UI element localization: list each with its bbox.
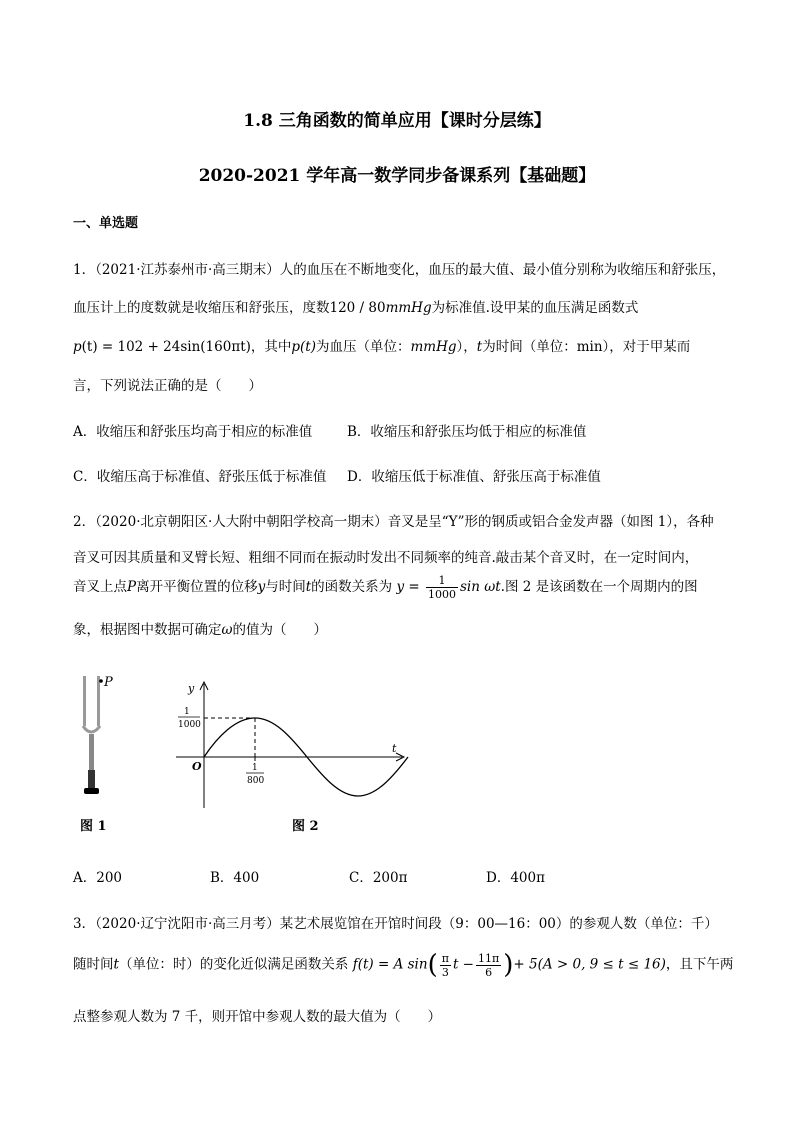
q2-text: 的函数关系为 bbox=[311, 579, 393, 595]
page-subtitle: 2020-2021 学年高一数学同步备课系列【基础题】 bbox=[198, 166, 596, 186]
q2-text: 与时间 bbox=[265, 579, 306, 595]
q3-text: ，且下午两 bbox=[665, 956, 734, 973]
q2-option-c[interactable]: C．200π bbox=[349, 870, 408, 886]
q1-func-ref: p(t) bbox=[291, 339, 316, 355]
q1-line-4: 言，下列说法正确的是（ ） bbox=[73, 378, 262, 394]
q3-formula-lhs: f(t) = A sin bbox=[352, 956, 428, 973]
q1-option-a[interactable]: A．收缩压和舒张压均高于相应的标准值 bbox=[73, 424, 313, 440]
q1-line-3 bbox=[73, 335, 690, 355]
q2-var-t: t bbox=[305, 579, 312, 595]
q3-var-t: t bbox=[113, 956, 119, 973]
q2-option-a[interactable]: A．200 bbox=[73, 870, 123, 886]
q1-option-c[interactable]: C．收缩压高于标准值、舒张压低于标准值 bbox=[73, 469, 327, 485]
t-tick-den: 800 bbox=[247, 776, 265, 786]
q2-formula-lhs: y = bbox=[396, 579, 420, 595]
fork-prong-right bbox=[97, 676, 100, 726]
q1-text: ）， bbox=[456, 339, 477, 355]
q1-formula: (t) = 102 + 24sin(160πt) bbox=[81, 339, 251, 355]
q3-right-paren: ) bbox=[503, 950, 514, 980]
point-p-label: P bbox=[104, 675, 113, 690]
q2-point: P bbox=[127, 579, 137, 595]
q3-frac2-den: 6 bbox=[485, 965, 493, 979]
q3-text: 随时间 bbox=[73, 956, 114, 973]
q1-option-b[interactable]: B．收缩压和舒张压均低于相应的标准值 bbox=[347, 424, 587, 440]
q1-text: 为时间（单位：min），对于甲某而 bbox=[482, 339, 691, 355]
figure-1-label: 图 1 bbox=[80, 819, 107, 834]
q2-frac-num: 1 bbox=[426, 574, 458, 588]
q3-line-1: 3．（2020·辽宁沈阳市·高三月考）某艺术展览馆在开馆时间段（9：00—16：00）的参观人数（单位：千） bbox=[73, 916, 718, 932]
q1-standard-value: 120 / 80 bbox=[329, 300, 386, 316]
q2-text: 的值为（ ） bbox=[232, 622, 328, 638]
q3-formula-mid: t − bbox=[452, 956, 474, 973]
q2-text: 音叉上点 bbox=[73, 579, 127, 595]
q1-text: 血压计上的度数就是收缩压和舒张压，度数 bbox=[73, 300, 330, 316]
q2-line-2: 音叉可因其质量和叉臂长短、粗细不同而在振动时发出不同频率的纯音.敲击某个音叉时，在一定时间内， bbox=[73, 550, 699, 566]
q1-var-t: t bbox=[476, 339, 483, 355]
q2-var-y: y bbox=[257, 579, 266, 595]
q2-option-b[interactable]: B．400 bbox=[210, 870, 260, 886]
q1-line-2 bbox=[73, 296, 638, 316]
fork-foot bbox=[84, 788, 99, 794]
q3-line-3: 点整参观人数为 7 千，则开馆中参观人数的最大值为（ ） bbox=[73, 1009, 442, 1025]
q2-omega: ω bbox=[221, 622, 233, 638]
origin-label: O bbox=[192, 760, 202, 773]
q2-option-d[interactable]: D．400π bbox=[486, 870, 545, 886]
q2-line-1: 2．（2020·北京朝阳区·人大附中朝阳学校高一期末）音叉是呈“Y”形的钢质或铝合金发声器（如图 1），各种 bbox=[73, 514, 714, 530]
q1-option-d[interactable]: D．收缩压低于标准值、舒张压高于标准值 bbox=[347, 469, 601, 485]
q1-func-name: p bbox=[73, 339, 82, 355]
page-title: 1.8 三角函数的简单应用【课时分层练】 bbox=[243, 111, 551, 131]
q1-unit: mmHg bbox=[410, 339, 457, 355]
fork-handle bbox=[88, 770, 95, 788]
fork-stem bbox=[89, 734, 94, 770]
q2-text: 象，根据图中数据可确定 bbox=[73, 622, 222, 638]
fork-base bbox=[83, 726, 100, 732]
q3-frac1-den: 3 bbox=[441, 965, 449, 979]
q3-text: （单位：时）的变化近似满足函数关系 bbox=[118, 956, 349, 973]
tuning-fork-figure bbox=[76, 672, 126, 807]
q2-line-3 bbox=[73, 574, 698, 601]
t-tick-num: 1 bbox=[252, 763, 258, 773]
q3-fraction-2 bbox=[476, 952, 501, 979]
q1-unit: mmHg bbox=[385, 300, 432, 316]
q3-left-paren: ( bbox=[427, 950, 438, 980]
y-tick-den: 1000 bbox=[178, 720, 201, 730]
q3-line-2 bbox=[73, 950, 733, 980]
q3-frac2-num: 11π bbox=[478, 951, 500, 965]
q2-fraction bbox=[426, 574, 458, 601]
sine-graph-figure bbox=[170, 680, 410, 810]
q1-text: 为标准值.设甲某的血压满足函数式 bbox=[431, 300, 639, 316]
q2-text: 离开平衡位置的位移 bbox=[136, 579, 258, 595]
q2-frac-den: 1000 bbox=[428, 588, 456, 601]
q2-line-4 bbox=[73, 618, 327, 638]
q3-formula-rhs: + 5(A > 0, 9 ≤ t ≤ 16) bbox=[513, 956, 666, 973]
q1-text: 为血压（单位： bbox=[316, 339, 411, 355]
fork-prong-left bbox=[83, 676, 86, 726]
figure-2-label: 图 2 bbox=[292, 819, 319, 834]
y-tick-num: 1 bbox=[184, 707, 190, 717]
q2-text: .图 2 是该函数在一个周期内的图 bbox=[500, 579, 698, 595]
y-axis-label: y bbox=[188, 682, 195, 695]
q1-text: ，其中 bbox=[250, 339, 292, 355]
t-axis-label: t bbox=[392, 742, 397, 755]
q1-line-1: 1．（2021·江苏泰州市·高三期末）人的血压在不断地变化，血压的最大值、最小值分别称为收缩压和舒张压， bbox=[73, 262, 726, 278]
point-p-dot bbox=[99, 679, 103, 683]
q3-frac1-num: π bbox=[441, 951, 449, 965]
q2-formula-rhs: sin ωt bbox=[460, 579, 501, 595]
q3-fraction-1 bbox=[440, 952, 451, 979]
section-heading: 一、单选题 bbox=[73, 216, 139, 231]
